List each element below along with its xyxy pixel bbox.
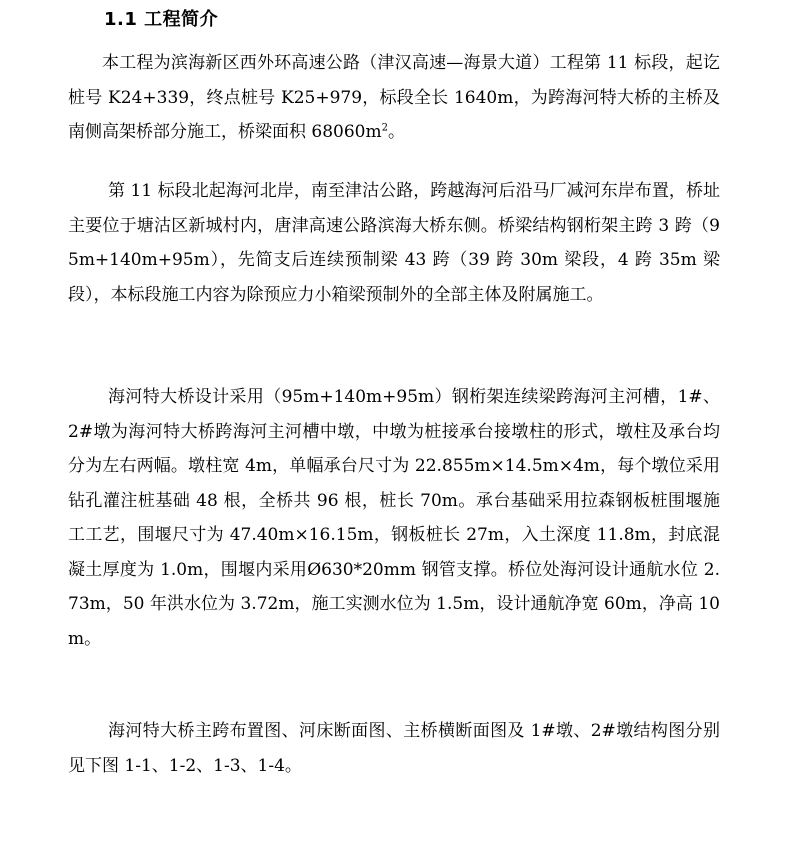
paragraph-section-location: 第 11 标段北起海河北岸，南至津沽公路，跨越海河后沿马厂减河东岸布置，桥址主要位于塘沽区新城村内，唐津高速公路滨海大桥东侧。桥梁结构钢桁架主跨 3 跨（95m+140m+95m），先简支后连续预制梁 43 跨（39 跨 30m 梁段，4 跨 35m 梁段），本标段施工内容为除预应力小箱梁预制外的全部主体及附属施工。 — [68, 181, 720, 305]
area-unit-superscript: 2 — [381, 122, 388, 134]
paragraph-end-punctuation: 。 — [387, 122, 405, 142]
paragraph-text: 本工程为滨海新区西外环高速公路（津汉高速—海景大道）工程第 11 标段，起讫桩号 K24+339，终点桩号 K25+979，标段全长 1640m，为跨海河特大桥的主桥及南侧高架桥部分施工，桥梁面积 68060m — [68, 53, 720, 142]
paragraph-figure-reference: 海河特大桥主跨布置图、河床断面图、主桥横断面图及 1#墩、2#墩结构图分别见下图 1-1、1-2、1-3、1-4。 — [68, 721, 720, 776]
paragraph-bridge-design: 海河特大桥设计采用（95m+140m+95m）钢桁架连续梁跨海河主河槽，1#、2#墩为海河特大桥跨海河主河槽中墩，中墩为桩接承台接墩柱的形式，墩柱及承台均分为左右两幅。墩柱宽 4m，单幅承台尺寸为 22.855m×14.5m×4m，每个墩位采用钻孔灌注桩基础 48 根，全桥共 96 根，桩长 70m。承台基础采用拉森钢板桩围堰施工工艺，围堰尺寸为 47.40m×16.15m，钢板桩长 27m，入土深度 11.8m，封底混凝土厚度为 1.0m，围堰内采用Ø630*20mm 钢管支撑。桥位处海河设计通航水位 2.73m，50 年洪水位为 3.72m，施工实测水位为 1.5m，设计通航净宽 60m，净高 10m。 — [68, 387, 720, 649]
paragraph-project-overview — [68, 46, 720, 150]
section-title: 工程简介 — [144, 9, 219, 30]
section-number: 1.1 — [104, 9, 138, 30]
section-heading — [104, 6, 218, 34]
